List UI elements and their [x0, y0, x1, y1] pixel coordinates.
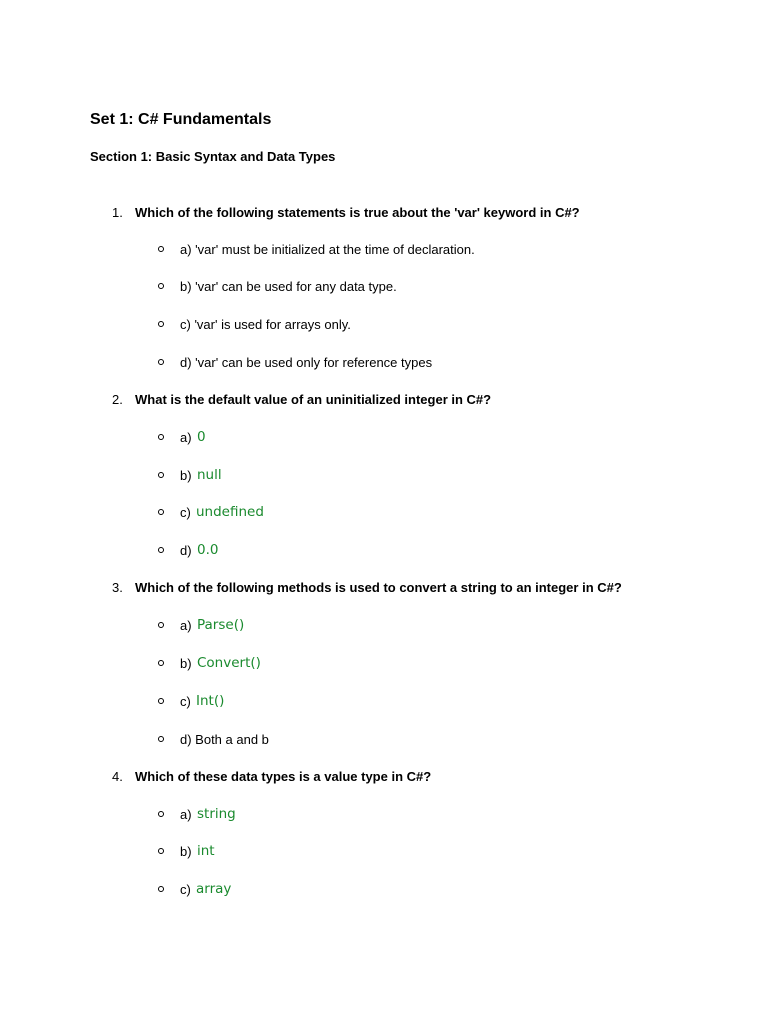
- option-letter: a): [180, 618, 192, 633]
- option-letter: a): [180, 807, 192, 822]
- question-text: Which of the following statements is true about the 'var' keyword in C#?: [135, 205, 580, 220]
- option-code: string: [197, 806, 236, 822]
- question-number: 4.: [112, 769, 123, 784]
- option-code: Parse(): [197, 617, 245, 633]
- option-code: Int(): [196, 693, 225, 709]
- bullet-icon: [158, 622, 164, 628]
- option-text: c) 'var' is used for arrays only.: [180, 317, 351, 332]
- option-letter: a): [180, 430, 192, 445]
- option-item: [0, 504, 768, 524]
- bullet-icon: [158, 886, 164, 892]
- bullet-icon: [158, 434, 164, 440]
- bullet-icon: [158, 509, 164, 515]
- option-item: [0, 843, 768, 863]
- option-text: d) 'var' can be used only for reference types: [180, 355, 433, 370]
- bullet-icon: [158, 321, 164, 327]
- question-number: 3.: [112, 580, 123, 595]
- option-item: [0, 881, 768, 901]
- question-text: What is the default value of an uninitialized integer in C#?: [135, 392, 492, 407]
- question-number: 2.: [112, 392, 123, 407]
- option-letter: c): [180, 694, 191, 709]
- option-letter: c): [180, 882, 191, 897]
- bullet-icon: [158, 698, 164, 704]
- option-code: Convert(): [197, 655, 261, 671]
- option-letter: b): [180, 468, 192, 483]
- option-item: [0, 429, 768, 449]
- option-code: 0: [197, 429, 206, 445]
- option-item: [0, 617, 768, 637]
- option-item: [0, 693, 768, 713]
- option-code: int: [197, 843, 215, 859]
- option-text: b) 'var' can be used for any data type.: [180, 279, 397, 294]
- option-code: array: [196, 881, 232, 897]
- option-code: undefined: [196, 504, 264, 520]
- bullet-icon: [158, 359, 164, 365]
- option-item: [0, 806, 768, 826]
- option-letter: b): [180, 656, 192, 671]
- option-letter: b): [180, 844, 192, 859]
- option-letter: d): [180, 543, 192, 558]
- bullet-icon: [158, 848, 164, 854]
- question-text: Which of these data types is a value type in C#?: [135, 769, 432, 784]
- option-item: [0, 354, 768, 374]
- option-item: [0, 467, 768, 487]
- question-number: 1.: [112, 205, 123, 220]
- option-code: 0.0: [197, 542, 219, 558]
- bullet-icon: [158, 472, 164, 478]
- question-text: Which of the following methods is used to convert a string to an integer in C#?: [135, 580, 622, 595]
- option-letter: c): [180, 505, 191, 520]
- option-item: [0, 278, 768, 298]
- bullet-icon: [158, 660, 164, 666]
- option-text: d) Both a and b: [180, 732, 269, 747]
- document-title: Set 1: C# Fundamentals: [90, 111, 272, 128]
- option-item: [0, 655, 768, 675]
- option-item: [0, 731, 768, 751]
- option-item: [0, 316, 768, 336]
- bullet-icon: [158, 736, 164, 742]
- option-item: [0, 542, 768, 562]
- bullet-icon: [158, 283, 164, 289]
- section-heading: Section 1: Basic Syntax and Data Types: [90, 149, 336, 164]
- option-text: a) 'var' must be initialized at the time of declaration.: [180, 242, 475, 257]
- option-item: [0, 241, 768, 261]
- bullet-icon: [158, 547, 164, 553]
- option-code: null: [197, 467, 222, 483]
- bullet-icon: [158, 811, 164, 817]
- bullet-icon: [158, 246, 164, 252]
